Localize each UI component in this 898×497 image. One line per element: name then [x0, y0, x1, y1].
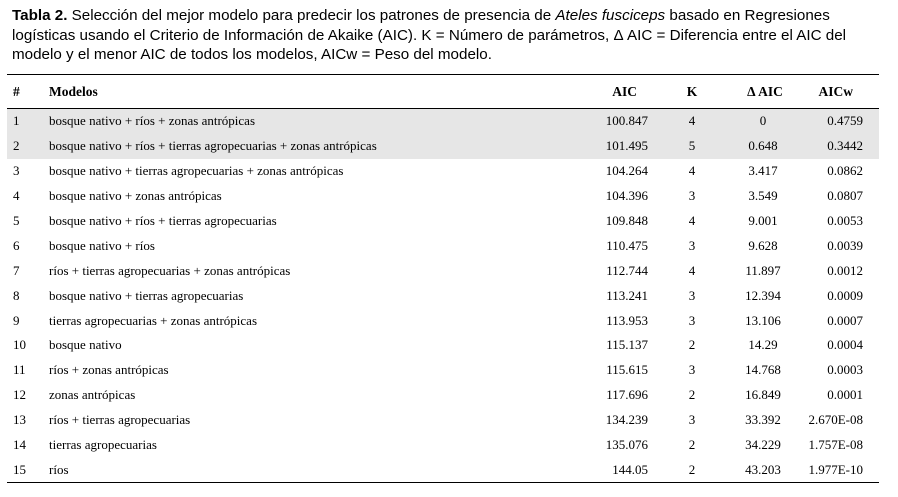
k-value: 5	[665, 134, 719, 159]
table-body	[7, 109, 879, 483]
delta-aic-value: 16.849	[745, 387, 781, 403]
delta-aic-value: 14.29	[748, 337, 778, 353]
table-row	[7, 134, 879, 159]
k-value: 4	[688, 163, 696, 179]
row-number: 6	[13, 237, 20, 253]
table-row	[7, 258, 879, 283]
model-name: ríos	[45, 457, 555, 482]
row-number: 7	[13, 262, 20, 278]
table-row	[7, 383, 879, 408]
model-name: zonas antrópicas	[49, 387, 136, 403]
aicw-value: 0.0039	[827, 237, 863, 253]
table-row	[7, 333, 879, 358]
aic-value: 113.241	[606, 287, 648, 303]
table-row	[7, 433, 879, 458]
table-row	[7, 283, 879, 308]
row-number: 13	[13, 412, 26, 428]
row-number: 4	[13, 188, 20, 204]
k-value: 3	[688, 412, 696, 428]
aicw-value: 0.0003	[827, 362, 863, 378]
table-caption	[12, 6, 884, 65]
aicw-value: 1.757E-08	[808, 437, 863, 453]
caption-text-before: Selección del mejor modelo para predecir los patrones de presencia de	[67, 7, 556, 24]
k-value: 3	[688, 287, 696, 303]
model-name: tierras agropecuarias + zonas antrópicas	[49, 312, 258, 328]
k-value: 4	[665, 109, 719, 134]
k-value: 2	[688, 437, 696, 453]
aicw-value: 2.670E-08	[808, 412, 863, 428]
model-name: tierras agropecuarias	[49, 437, 157, 453]
k-value: 2	[688, 387, 696, 403]
k-value: 3	[688, 188, 696, 204]
row-number: 15	[7, 457, 45, 482]
caption-text-after: basado en Regresiones logísticas usando el Criterio de Información de Akaike (AIC). K = Número de parámetros, Δ AIC = Diferencia entre el AIC del modelo y el menor AIC de todos los modelos, AICw = Peso del modelo.	[12, 7, 847, 63]
k-value: 3	[688, 237, 696, 253]
aic-value: 117.696	[606, 387, 648, 403]
aic-value: 135.076	[605, 437, 648, 453]
model-name: bosque nativo + ríos + tierras agropecuarias	[49, 213, 277, 228]
model-name: bosque nativo	[49, 337, 122, 353]
delta-aic-value: 3.549	[748, 188, 778, 204]
aicw-value: 0.0009	[827, 287, 863, 303]
aicw-value: 0.0004	[827, 337, 863, 353]
delta-aic-value: 43.203	[719, 457, 803, 482]
aic-value: 134.239	[605, 412, 648, 428]
aic-value: 110.475	[606, 237, 648, 253]
k-value: 2	[688, 337, 696, 353]
model-name: bosque nativo + ríos + tierras agropecuarias + zonas antrópicas	[45, 134, 555, 159]
delta-aic-value: 0.648	[719, 134, 803, 159]
row-number: 3	[13, 163, 20, 179]
aic-value: 104.264	[605, 163, 648, 179]
aic-value: 100.847	[555, 109, 665, 134]
table-row	[7, 159, 879, 184]
model-name: bosque nativo + tierras agropecuarias	[49, 287, 244, 303]
aicw-value: 0.0053	[827, 213, 863, 228]
caption-label: Tabla 2.	[12, 7, 68, 24]
aic-value: 104.396	[605, 188, 648, 204]
header-model: Modelos	[45, 75, 555, 109]
model-name: ríos + tierras agropecuarias + zonas antrópicas	[49, 262, 291, 278]
table-row	[7, 308, 879, 333]
aic-value: 101.495	[555, 134, 665, 159]
caption-species: Ateles fusciceps	[555, 7, 666, 24]
row-number: 5	[13, 213, 20, 228]
header-aicw: AICw	[803, 75, 879, 109]
delta-aic-value: 9.001	[748, 213, 778, 228]
table-row	[7, 233, 879, 258]
header-aic: AIC	[555, 75, 665, 109]
k-value: 2	[665, 457, 719, 482]
delta-aic-value: 13.106	[745, 312, 781, 328]
aic-value: 109.848	[605, 213, 648, 228]
table-row	[7, 408, 879, 433]
model-name: ríos + zonas antrópicas	[49, 362, 169, 378]
k-value: 4	[688, 262, 696, 278]
aicw-value: 0.0012	[827, 262, 863, 278]
table-row	[7, 457, 879, 482]
aicw-value: 0.0007	[827, 312, 863, 328]
model-name: bosque nativo + zonas antrópicas	[49, 188, 222, 204]
aic-value: 115.615	[606, 362, 648, 378]
aicw-value: 1.977E-10	[803, 457, 879, 482]
model-name: bosque nativo + ríos + zonas antrópicas	[45, 109, 555, 134]
table-row	[7, 358, 879, 383]
aic-value: 115.137	[606, 337, 648, 353]
header-num: #	[7, 75, 45, 109]
header-k: K	[665, 75, 719, 109]
delta-aic-value: 14.768	[745, 362, 781, 378]
delta-aic-value: 12.394	[745, 287, 781, 303]
aicw-value: 0.0807	[827, 188, 863, 204]
model-name: bosque nativo + tierras agropecuarias + zonas antrópicas	[49, 163, 344, 179]
aic-value: 144.05	[555, 457, 665, 482]
table-row	[7, 109, 879, 134]
delta-aic-value: 11.897	[745, 262, 781, 278]
row-number: 8	[13, 287, 20, 303]
delta-aic-value: 34.229	[745, 437, 781, 453]
table-row	[7, 209, 879, 234]
row-number: 10	[13, 337, 26, 353]
delta-aic-value: 33.392	[745, 412, 781, 428]
delta-aic-value: 0	[719, 109, 803, 134]
delta-aic-value: 9.628	[748, 237, 778, 253]
row-number: 14	[13, 437, 26, 453]
aicw-value: 0.4759	[803, 109, 879, 134]
aic-value: 112.744	[606, 262, 648, 278]
header-delta-aic: Δ AIC	[719, 75, 803, 109]
row-number: 11	[13, 362, 26, 378]
k-value: 3	[688, 362, 696, 378]
row-number: 1	[7, 109, 45, 134]
aicw-value: 0.3442	[803, 134, 879, 159]
k-value: 4	[688, 213, 696, 228]
k-value: 3	[688, 312, 696, 328]
delta-aic-value: 3.417	[748, 163, 778, 179]
table-header-row	[7, 75, 879, 109]
aicw-value: 0.0862	[827, 163, 863, 179]
model-name: ríos + tierras agropecuarias	[49, 412, 191, 428]
row-number: 9	[13, 312, 20, 328]
row-number: 12	[13, 387, 26, 403]
model-selection-table	[7, 74, 879, 483]
aicw-value: 0.0001	[827, 387, 863, 403]
table-row	[7, 184, 879, 209]
aic-value: 113.953	[606, 312, 648, 328]
row-number: 2	[7, 134, 45, 159]
model-name: bosque nativo + ríos	[49, 237, 155, 253]
